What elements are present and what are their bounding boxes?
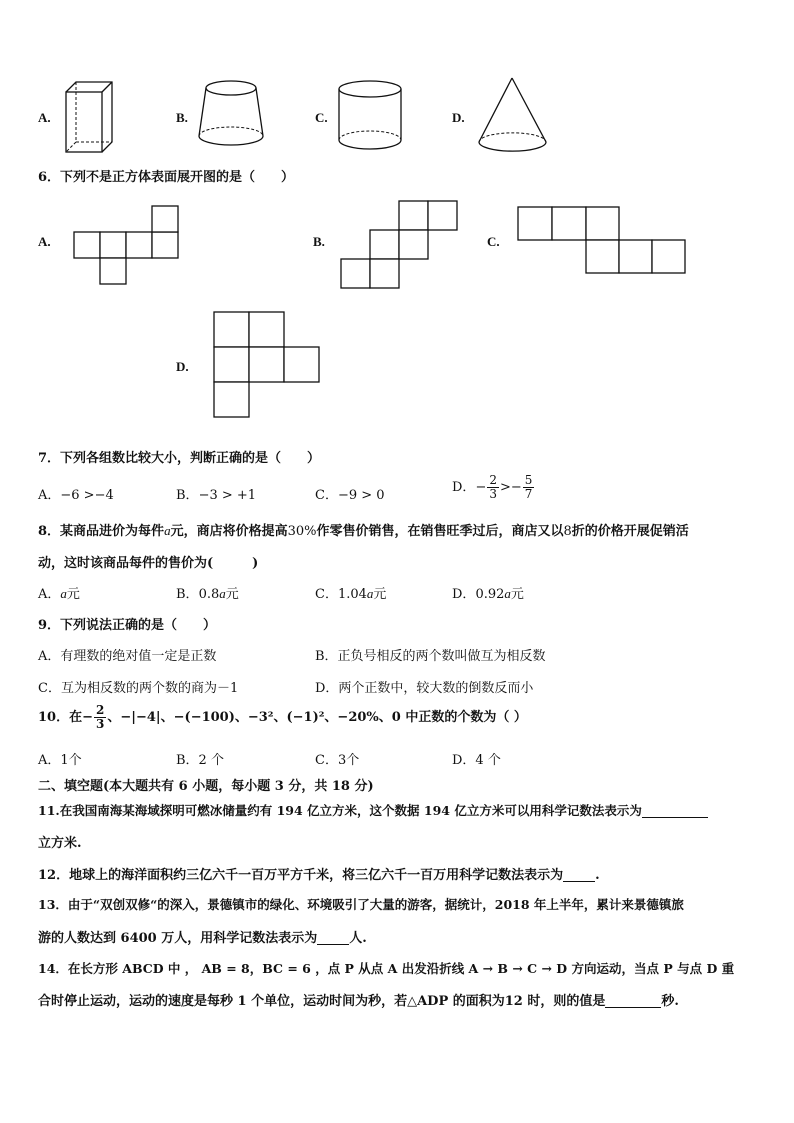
q10-fraction-den: 3 (96, 717, 105, 731)
q9-option-c: C．互为相反数的两个数的商为－1 (38, 681, 239, 696)
q6-option-b-label: B. (313, 234, 325, 249)
q8-option-b-label: B． (176, 587, 199, 602)
q7-option-d (452, 474, 535, 501)
question-14-line-2 (38, 990, 679, 1009)
question-11-line-2: 立方米. (38, 836, 82, 851)
q8-option-d-coef: 0.92 (475, 587, 505, 602)
q7-fraction-2 (523, 474, 535, 501)
q7-option-d-comparator: >− (499, 480, 522, 495)
q11-text: 11.在我国南海某海域探明可燃冰储量约有 194 亿立方米，这个数据 194 亿立方米可以用科学记数法表示为 (38, 803, 642, 818)
q7-option-d-label: D． (452, 480, 476, 495)
q8-option-b (176, 583, 239, 602)
q8-option-c-coef: 1.04 (337, 587, 367, 602)
q8-option-d (452, 583, 524, 602)
q8-eight: 8 (563, 524, 572, 539)
q5-option-c-label: C. (315, 110, 328, 125)
q7-option-d-minus: − (475, 480, 487, 495)
section-2-heading: 二、填空题(本大题共有 6 小题，每小题 3 分，共 18 分) (38, 779, 374, 794)
q8-text-a: 某商品进价为每件 (60, 524, 165, 539)
q8-option-a (38, 583, 80, 602)
q8-option-b-var: a (219, 586, 226, 601)
q9-option-d: D．两个正数中，较大数的倒数反而小 (315, 681, 534, 696)
q7-option-b (176, 484, 256, 503)
q8-text-b: 元，商店将价格提高 (170, 524, 288, 539)
q7-fraction-2-den: 7 (524, 487, 533, 501)
q13-answer-blank[interactable] (317, 930, 349, 945)
q7-fraction-2-num: 5 (524, 473, 533, 487)
q7-option-b-value: −3 > +1 (198, 488, 257, 503)
q5-option-b-label: B. (176, 110, 188, 125)
question-8-line-2: 动，这时该商品每件的售价为( ) (38, 556, 259, 571)
q5-option-d-label: D. (452, 110, 465, 125)
question-11-line-1 (38, 801, 708, 819)
q10-option-c: C．3个 (315, 753, 360, 768)
q7-option-a-label: A． (38, 488, 61, 503)
q6-option-d-label: D. (176, 359, 189, 374)
q8-option-a-label: A． (38, 587, 61, 602)
q13-end: 人. (349, 931, 367, 946)
frustum-figure (196, 78, 266, 158)
q6-text: 下列不是正方体表面展开图的是（ ） (60, 170, 295, 185)
q6-number: 6． (38, 170, 61, 185)
question-6 (38, 166, 294, 185)
question-8-line-1 (38, 520, 689, 539)
q8-option-a-unit: 元 (66, 587, 80, 602)
q5-option-a-label: A. (38, 110, 51, 125)
question-14-line-1: 14．在长方形 ABCD 中 ， AB = 8，BC = 6 ，点 P 从点 A 出发沿折线 A → B → C → D 方向运动，当点 P 与点 D 重 (38, 961, 735, 976)
question-9 (38, 614, 216, 633)
cube-net-b (341, 200, 461, 290)
q10-fraction (94, 704, 106, 731)
q8-text-d: 折的价格开展促销活 (571, 524, 689, 539)
q6-option-c-label: C. (487, 234, 500, 249)
q7-text: 下列各组数比较大小，判断正确的是（ ） (60, 451, 321, 466)
q8-option-d-unit: 元 (510, 587, 524, 602)
q9-option-b: B．正负号相反的两个数叫做互为相反数 (315, 649, 546, 664)
q8-var-a: a (164, 523, 171, 538)
cube-net-d (213, 311, 323, 421)
cube-net-c (518, 206, 690, 276)
question-13-line-2 (38, 927, 367, 946)
q11-answer-blank[interactable] (642, 803, 708, 818)
q7-fraction-1 (487, 474, 499, 501)
q8-option-c-var: a (366, 586, 374, 601)
q8-option-c (315, 583, 386, 602)
q9-option-a: A．有理数的绝对值一定是正数 (38, 649, 217, 664)
q12-answer-blank[interactable] (563, 867, 595, 882)
question-7 (38, 447, 320, 466)
q7-option-a-value: −6 >−4 (60, 488, 114, 503)
q8-option-c-label: C． (315, 587, 338, 602)
q14-end: 秒. (661, 994, 679, 1009)
q8-option-c-unit: 元 (373, 587, 387, 602)
q7-option-b-label: B． (176, 488, 199, 503)
q8-percent: 30% (287, 524, 317, 539)
q13-text: 游的人数达到 6400 万人，用科学记数法表示为 (38, 931, 318, 946)
question-10 (38, 704, 527, 731)
q10-option-a: A．1个 (38, 753, 82, 768)
q10-option-d: D．4 个 (452, 753, 501, 768)
rectangular-prism-figure (62, 78, 112, 158)
q8-option-d-var: a (504, 586, 511, 601)
q7-option-c-value: −9 > 0 (337, 488, 385, 503)
q14-text: 合时停止运动，运动的速度是每秒 1 个单位，运动时间为秒，若△ADP 的面积为12 时，则的值是 (38, 994, 606, 1009)
q8-option-d-label: D． (452, 587, 476, 602)
cone-figure (476, 76, 550, 158)
q10-fraction-num: 2 (96, 703, 105, 717)
q7-option-c-label: C． (315, 488, 338, 503)
q8-option-b-unit: 元 (225, 587, 239, 602)
q7-fraction-1-den: 3 (489, 487, 497, 501)
question-12 (38, 864, 600, 883)
q7-fraction-1-num: 2 (489, 473, 497, 487)
q10-pre: 在− (69, 710, 93, 725)
q12-text: 12．地球上的海洋面积约三亿六千一百万平方千米，将三亿六千一百万用科学记数法表示为 (38, 868, 564, 883)
q9-number: 9． (38, 618, 61, 633)
q6-option-a-label: A. (38, 234, 51, 249)
question-13-line-1: 13．由于“双创双修“的深入，景德镇市的绿化、环境吸引了大量的游客，据统计，2018 年上半年，累计来景德镇旅 (38, 897, 684, 912)
q10-number: 10． (38, 710, 70, 725)
cube-net-a (74, 205, 184, 287)
q10-option-b: B．2 个 (176, 753, 224, 768)
q8-option-a-var: a (60, 586, 67, 601)
q8-number: 8． (38, 524, 61, 539)
cylinder-figure (336, 78, 406, 158)
q8-option-b-coef: 0.8 (198, 587, 220, 602)
q10-rest: 、−|−4|、−(−100)、−3²、(−1)²、−20%、0 中正数的个数为（ ） (107, 710, 527, 725)
q7-option-a (38, 484, 114, 503)
q8-text-c: 作零售价销售，在销售旺季过后，商店又以 (316, 524, 564, 539)
q9-text: 下列说法正确的是（ ） (60, 618, 217, 633)
q14-answer-blank[interactable] (605, 993, 661, 1008)
q12-end: . (595, 868, 600, 883)
q7-option-c (315, 484, 385, 503)
q7-number: 7． (38, 451, 61, 466)
